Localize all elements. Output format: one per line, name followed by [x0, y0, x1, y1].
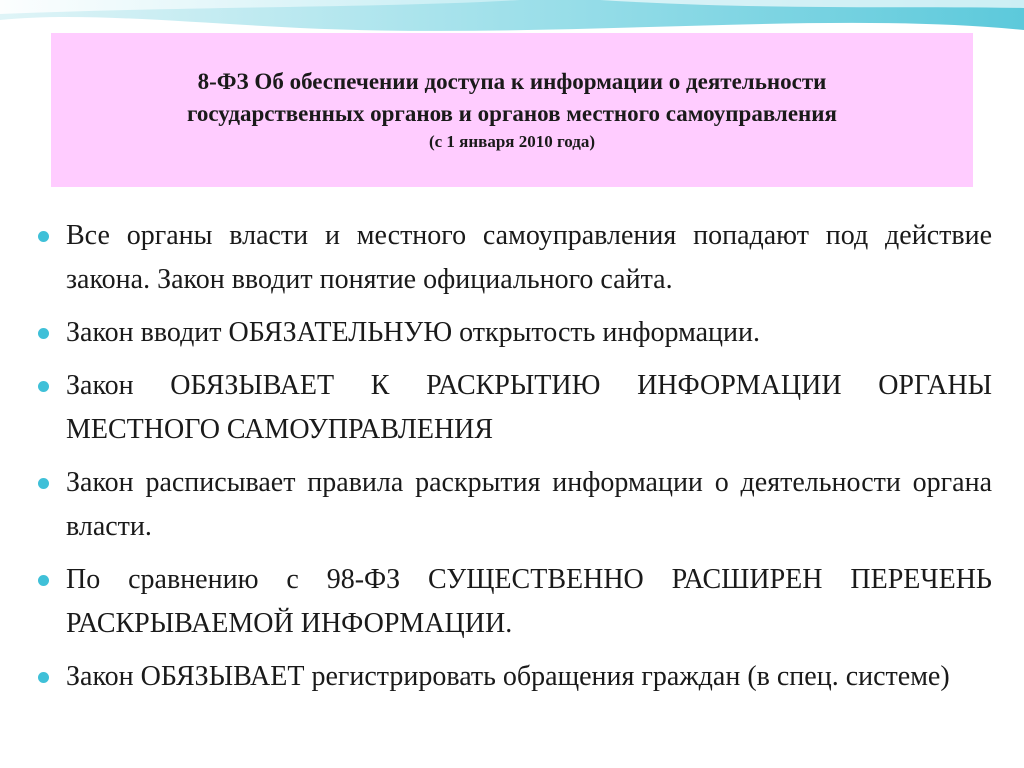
bullet-list — [38, 214, 992, 708]
bullet-dot-icon — [38, 478, 49, 489]
list-item — [38, 558, 992, 646]
slide-title-box — [51, 33, 973, 187]
slide-subtitle: (с 1 января 2010 года) — [428, 132, 596, 151]
bullet-dot-icon — [38, 231, 49, 242]
bullet-dot-icon — [38, 575, 49, 586]
bullet-dot-icon — [38, 381, 49, 392]
bullet-dot-icon — [38, 328, 49, 339]
list-item-text: Все органы власти и местного самоуправления попадают под действие закона. Закон вводит понятие официального сайта. — [66, 220, 992, 295]
list-item — [38, 655, 992, 699]
list-item-text: По сравнению с 98-ФЗ СУЩЕСТВЕННО РАСШИРЕН ПЕРЕЧЕНЬ РАСКРЫВАЕМОЙ ИНФОРМАЦИИ. — [66, 564, 992, 639]
slide-title-line-1: 8-ФЗ Об обеспечении доступа к информации о деятельности — [197, 69, 827, 94]
list-item — [38, 214, 992, 302]
list-item — [38, 461, 992, 549]
list-item-text: Закон ОБЯЗЫВАЕТ К РАСКРЫТИЮ ИНФОРМАЦИИ ОРГАНЫ МЕСТНОГО САМОУПРАВЛЕНИЯ — [66, 370, 992, 445]
list-item-text: Закон ОБЯЗЫВАЕТ регистрировать обращения граждан (в спец. системе) — [66, 661, 950, 692]
list-item-text: Закон расписывает правила раскрытия информации о деятельности органа власти. — [66, 467, 992, 542]
list-item-text: Закон вводит ОБЯЗАТЕЛЬНУЮ открытость информации. — [66, 317, 760, 348]
bullet-dot-icon — [38, 672, 49, 683]
slide-title-line-2: государственных органов и органов местного самоуправления — [186, 101, 837, 126]
list-item — [38, 364, 992, 452]
list-item — [38, 311, 992, 355]
